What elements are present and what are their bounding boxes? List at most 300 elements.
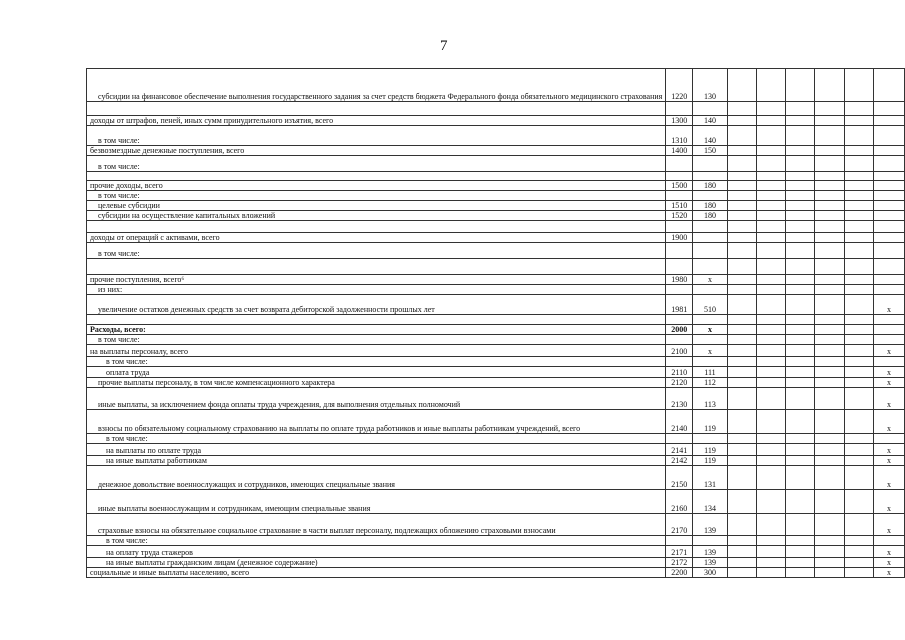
amount-cell <box>815 295 844 315</box>
table-row <box>87 116 905 126</box>
row-kosgu-code <box>693 259 728 275</box>
amount-cell <box>757 146 786 156</box>
amount-cell <box>815 221 844 233</box>
amount-cell <box>844 514 873 536</box>
row-name: на выплаты по оплате труда <box>87 444 666 456</box>
amount-cell <box>844 126 873 146</box>
amount-cell <box>757 156 786 172</box>
amount-cell <box>757 335 786 345</box>
amount-cell <box>844 69 873 102</box>
amount-cell <box>844 146 873 156</box>
row-code: 2110 <box>666 367 693 378</box>
amount-cell <box>786 243 815 259</box>
row-mark: x <box>873 444 904 456</box>
table-row <box>87 444 905 456</box>
row-mark <box>873 102 904 116</box>
row-code: 2150 <box>666 466 693 490</box>
row-code <box>666 259 693 275</box>
row-code: 1500 <box>666 181 693 191</box>
amount-cell <box>727 116 756 126</box>
row-kosgu-code: 130 <box>693 69 728 102</box>
table-row <box>87 558 905 568</box>
row-name: Расходы, всего: <box>87 325 666 335</box>
row-name: страховые взносы на обязательное социальное страхование в части выплат персоналу, подлежащих обложению страховыми взносами <box>87 514 666 536</box>
amount-cell <box>815 285 844 295</box>
row-name: прочие выплаты персоналу, в том числе компенсационного характера <box>87 378 666 388</box>
amount-cell <box>757 275 786 285</box>
amount-cell <box>844 211 873 221</box>
table-row <box>87 514 905 536</box>
amount-cell <box>844 156 873 172</box>
amount-cell <box>815 259 844 275</box>
amount-cell <box>815 536 844 546</box>
table-row <box>87 191 905 201</box>
page-number: 7 <box>440 38 448 54</box>
amount-cell <box>757 201 786 211</box>
row-kosgu-code: 300 <box>693 568 728 578</box>
amount-cell <box>786 116 815 126</box>
amount-cell <box>844 191 873 201</box>
amount-cell <box>844 221 873 233</box>
amount-cell <box>727 275 756 285</box>
amount-cell <box>786 295 815 315</box>
amount-cell <box>815 102 844 116</box>
row-name: в том числе: <box>87 243 666 259</box>
amount-cell <box>786 490 815 514</box>
row-kosgu-code: 510 <box>693 295 728 315</box>
amount-cell <box>757 357 786 367</box>
amount-cell <box>757 285 786 295</box>
amount-cell <box>815 116 844 126</box>
row-name: иные выплаты, за исключением фонда оплаты труда учреждения, для выполнения отдельных полномочий <box>87 388 666 410</box>
row-mark: x <box>873 295 904 315</box>
amount-cell <box>815 357 844 367</box>
row-code <box>666 357 693 367</box>
table-row <box>87 388 905 410</box>
table-row <box>87 211 905 221</box>
amount-cell <box>786 335 815 345</box>
row-kosgu-code: 119 <box>693 456 728 466</box>
row-code: 2120 <box>666 378 693 388</box>
row-code <box>666 335 693 345</box>
amount-cell <box>786 367 815 378</box>
amount-cell <box>757 410 786 434</box>
row-kosgu-code <box>693 285 728 295</box>
table-row <box>87 221 905 233</box>
row-name <box>87 172 666 181</box>
table-row <box>87 243 905 259</box>
amount-cell <box>757 191 786 201</box>
row-name: оплата труда <box>87 367 666 378</box>
row-mark <box>873 259 904 275</box>
amount-cell <box>757 456 786 466</box>
row-code: 2140 <box>666 410 693 434</box>
row-kosgu-code: 180 <box>693 181 728 191</box>
amount-cell <box>757 69 786 102</box>
table-row <box>87 156 905 172</box>
amount-cell <box>727 295 756 315</box>
row-kosgu-code: 139 <box>693 558 728 568</box>
amount-cell <box>727 243 756 259</box>
amount-cell <box>815 191 844 201</box>
amount-cell <box>757 126 786 146</box>
amount-cell <box>844 434 873 444</box>
amount-cell <box>844 259 873 275</box>
amount-cell <box>844 233 873 243</box>
row-name: на иные выплаты гражданским лицам (денежное содержание) <box>87 558 666 568</box>
row-code: 1520 <box>666 211 693 221</box>
row-name <box>87 221 666 233</box>
amount-cell <box>757 558 786 568</box>
row-name: из них: <box>87 285 666 295</box>
row-mark: x <box>873 367 904 378</box>
amount-cell <box>844 285 873 295</box>
row-code: 1510 <box>666 201 693 211</box>
amount-cell <box>786 172 815 181</box>
row-name: денежное довольствие военнослужащих и сотрудников, имеющих специальные звания <box>87 466 666 490</box>
amount-cell <box>786 514 815 536</box>
amount-cell <box>786 102 815 116</box>
amount-cell <box>815 444 844 456</box>
row-mark <box>873 434 904 444</box>
row-mark <box>873 211 904 221</box>
amount-cell <box>815 568 844 578</box>
amount-cell <box>727 201 756 211</box>
amount-cell <box>815 211 844 221</box>
row-code: 2100 <box>666 345 693 357</box>
amount-cell <box>757 102 786 116</box>
row-mark <box>873 146 904 156</box>
amount-cell <box>815 514 844 536</box>
amount-cell <box>786 325 815 335</box>
row-name: безвозмездные денежные поступления, всего <box>87 146 666 156</box>
row-code: 2141 <box>666 444 693 456</box>
amount-cell <box>815 146 844 156</box>
amount-cell <box>786 357 815 367</box>
row-mark <box>873 172 904 181</box>
amount-cell <box>786 146 815 156</box>
amount-cell <box>786 315 815 325</box>
amount-cell <box>727 181 756 191</box>
amount-cell <box>786 201 815 211</box>
row-code: 2200 <box>666 568 693 578</box>
amount-cell <box>727 191 756 201</box>
row-code: 2171 <box>666 546 693 558</box>
row-name: в том числе: <box>87 126 666 146</box>
row-kosgu-code <box>693 233 728 243</box>
amount-cell <box>757 315 786 325</box>
amount-cell <box>844 295 873 315</box>
row-code: 1300 <box>666 116 693 126</box>
amount-cell <box>786 345 815 357</box>
amount-cell <box>815 434 844 444</box>
row-code <box>666 156 693 172</box>
amount-cell <box>844 410 873 434</box>
amount-cell <box>757 546 786 558</box>
amount-cell <box>786 536 815 546</box>
row-kosgu-code: 112 <box>693 378 728 388</box>
amount-cell <box>815 243 844 259</box>
amount-cell <box>786 568 815 578</box>
row-name: целевые субсидии <box>87 201 666 211</box>
amount-cell <box>757 325 786 335</box>
row-code: 1310 <box>666 126 693 146</box>
row-kosgu-code <box>693 156 728 172</box>
amount-cell <box>844 345 873 357</box>
amount-cell <box>727 146 756 156</box>
amount-cell <box>844 546 873 558</box>
amount-cell <box>727 156 756 172</box>
amount-cell <box>844 444 873 456</box>
amount-cell <box>786 191 815 201</box>
row-mark: x <box>873 410 904 434</box>
amount-cell <box>844 116 873 126</box>
table-row <box>87 69 905 102</box>
amount-cell <box>727 378 756 388</box>
row-mark: x <box>873 345 904 357</box>
row-mark <box>873 275 904 285</box>
row-mark: x <box>873 514 904 536</box>
row-mark <box>873 126 904 146</box>
amount-cell <box>786 69 815 102</box>
row-mark <box>873 201 904 211</box>
row-mark <box>873 191 904 201</box>
row-name: в том числе: <box>87 357 666 367</box>
row-mark <box>873 221 904 233</box>
row-name <box>87 259 666 275</box>
row-name: субсидии на финансовое обеспечение выполнения государственного задания за счет средств бюджета Федерального фонда обязательного медицинского страхования <box>87 69 666 102</box>
amount-cell <box>844 388 873 410</box>
amount-cell <box>844 568 873 578</box>
amount-cell <box>757 345 786 357</box>
row-kosgu-code: x <box>693 325 728 335</box>
amount-cell <box>727 514 756 536</box>
table-row <box>87 201 905 211</box>
amount-cell <box>815 378 844 388</box>
row-mark: x <box>873 378 904 388</box>
row-kosgu-code: 113 <box>693 388 728 410</box>
amount-cell <box>757 490 786 514</box>
row-kosgu-code: 180 <box>693 201 728 211</box>
table-row <box>87 295 905 315</box>
amount-cell <box>727 345 756 357</box>
table-row <box>87 466 905 490</box>
amount-cell <box>815 275 844 285</box>
table-row <box>87 275 905 285</box>
amount-cell <box>786 378 815 388</box>
amount-cell <box>844 325 873 335</box>
row-name: в том числе: <box>87 536 666 546</box>
row-mark <box>873 156 904 172</box>
amount-cell <box>844 367 873 378</box>
amount-cell <box>786 275 815 285</box>
row-code: 2170 <box>666 514 693 536</box>
row-mark <box>873 357 904 367</box>
amount-cell <box>757 536 786 546</box>
amount-cell <box>757 181 786 191</box>
row-kosgu-code: 150 <box>693 146 728 156</box>
table-row <box>87 146 905 156</box>
amount-cell <box>786 456 815 466</box>
amount-cell <box>844 315 873 325</box>
amount-cell <box>727 456 756 466</box>
row-kosgu-code: 119 <box>693 410 728 434</box>
table-row <box>87 378 905 388</box>
row-name <box>87 315 666 325</box>
row-kosgu-code <box>693 335 728 345</box>
row-kosgu-code: 134 <box>693 490 728 514</box>
amount-cell <box>786 558 815 568</box>
table-row <box>87 546 905 558</box>
row-code <box>666 191 693 201</box>
row-kosgu-code <box>693 191 728 201</box>
amount-cell <box>757 243 786 259</box>
row-kosgu-code <box>693 315 728 325</box>
amount-cell <box>786 285 815 295</box>
amount-cell <box>727 568 756 578</box>
row-kosgu-code: x <box>693 345 728 357</box>
table-row <box>87 536 905 546</box>
table-row <box>87 410 905 434</box>
row-mark <box>873 181 904 191</box>
amount-cell <box>727 102 756 116</box>
amount-cell <box>757 211 786 221</box>
row-name: взносы по обязательному социальному страхованию на выплаты по оплате труда работников и иные выплаты работникам учреждений, всего <box>87 410 666 434</box>
row-name: иные выплаты военнослужащим и сотрудникам, имеющим специальные звания <box>87 490 666 514</box>
row-code <box>666 102 693 116</box>
row-name: прочие доходы, всего <box>87 181 666 191</box>
amount-cell <box>727 410 756 434</box>
row-mark: x <box>873 546 904 558</box>
row-name: в том числе: <box>87 434 666 444</box>
row-code: 1900 <box>666 233 693 243</box>
row-code: 2130 <box>666 388 693 410</box>
amount-cell <box>727 536 756 546</box>
amount-cell <box>727 444 756 456</box>
row-kosgu-code <box>693 102 728 116</box>
row-name: увеличение остатков денежных средств за счет возврата дебиторской задолженности прошлых лет <box>87 295 666 315</box>
row-mark <box>873 116 904 126</box>
amount-cell <box>844 275 873 285</box>
amount-cell <box>844 456 873 466</box>
row-kosgu-code: 139 <box>693 546 728 558</box>
amount-cell <box>757 514 786 536</box>
row-code <box>666 285 693 295</box>
table-row <box>87 367 905 378</box>
row-name: социальные и иные выплаты населению, всего <box>87 568 666 578</box>
amount-cell <box>757 378 786 388</box>
amount-cell <box>844 466 873 490</box>
row-code: 2160 <box>666 490 693 514</box>
table-row <box>87 126 905 146</box>
row-name: в том числе: <box>87 156 666 172</box>
amount-cell <box>757 233 786 243</box>
amount-cell <box>844 378 873 388</box>
amount-cell <box>757 367 786 378</box>
amount-cell <box>815 546 844 558</box>
row-name: на иные выплаты работникам <box>87 456 666 466</box>
amount-cell <box>786 211 815 221</box>
amount-cell <box>757 295 786 315</box>
amount-cell <box>844 536 873 546</box>
row-code <box>666 243 693 259</box>
amount-cell <box>815 335 844 345</box>
amount-cell <box>815 233 844 243</box>
amount-cell <box>844 102 873 116</box>
table-body <box>87 69 905 578</box>
amount-cell <box>844 558 873 568</box>
row-kosgu-code <box>693 536 728 546</box>
row-name: доходы от штрафов, пеней, иных сумм принудительного изъятия, всего <box>87 116 666 126</box>
row-mark <box>873 335 904 345</box>
amount-cell <box>815 410 844 434</box>
amount-cell <box>786 410 815 434</box>
amount-cell <box>815 69 844 102</box>
row-name: доходы от операций с активами, всего <box>87 233 666 243</box>
amount-cell <box>757 434 786 444</box>
amount-cell <box>844 357 873 367</box>
amount-cell <box>757 221 786 233</box>
amount-cell <box>757 259 786 275</box>
amount-cell <box>815 126 844 146</box>
amount-cell <box>727 211 756 221</box>
amount-cell <box>727 172 756 181</box>
row-kosgu-code: 119 <box>693 444 728 456</box>
row-name: прочие поступления, всего⁶ <box>87 275 666 285</box>
row-code <box>666 434 693 444</box>
amount-cell <box>815 456 844 466</box>
row-code: 2172 <box>666 558 693 568</box>
row-code: 1980 <box>666 275 693 285</box>
amount-cell <box>815 172 844 181</box>
amount-cell <box>815 388 844 410</box>
amount-cell <box>757 172 786 181</box>
row-name: в том числе: <box>87 335 666 345</box>
amount-cell <box>757 568 786 578</box>
amount-cell <box>786 546 815 558</box>
row-mark: x <box>873 388 904 410</box>
row-code: 2000 <box>666 325 693 335</box>
amount-cell <box>757 466 786 490</box>
table-row <box>87 335 905 345</box>
row-mark: x <box>873 466 904 490</box>
amount-cell <box>815 181 844 191</box>
row-code <box>666 221 693 233</box>
row-mark: x <box>873 568 904 578</box>
table-row <box>87 233 905 243</box>
row-name: субсидии на осуществление капитальных вложений <box>87 211 666 221</box>
row-code: 1400 <box>666 146 693 156</box>
amount-cell <box>727 434 756 444</box>
amount-cell <box>815 156 844 172</box>
amount-cell <box>727 325 756 335</box>
amount-cell <box>727 69 756 102</box>
row-name <box>87 102 666 116</box>
amount-cell <box>727 546 756 558</box>
amount-cell <box>757 444 786 456</box>
row-kosgu-code <box>693 243 728 259</box>
table-row <box>87 345 905 357</box>
table-row <box>87 490 905 514</box>
amount-cell <box>786 388 815 410</box>
row-mark: x <box>873 490 904 514</box>
amount-cell <box>786 181 815 191</box>
row-kosgu-code: x <box>693 275 728 285</box>
amount-cell <box>844 335 873 345</box>
row-code: 1220 <box>666 69 693 102</box>
table-row <box>87 568 905 578</box>
row-mark: x <box>873 558 904 568</box>
